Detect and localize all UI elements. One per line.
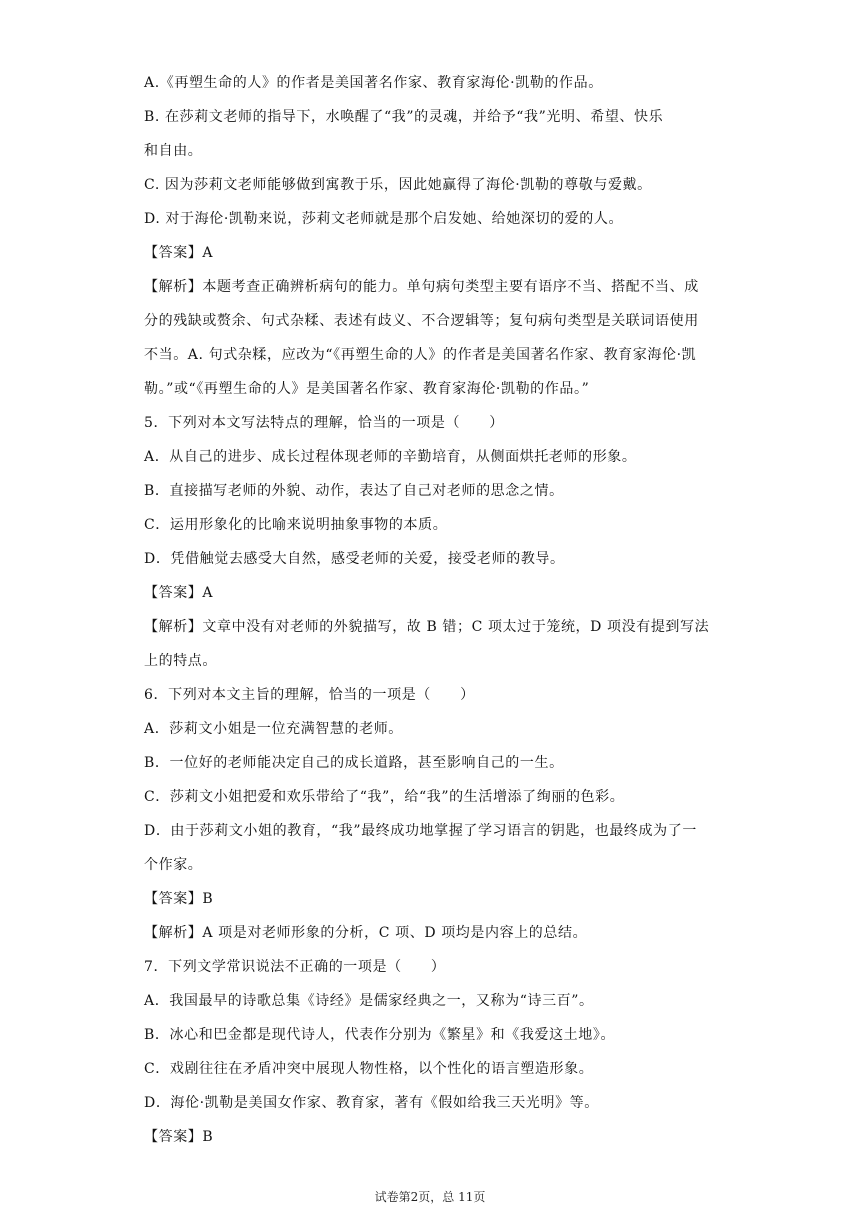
option-b-continued-line: 和自由。 — [144, 143, 203, 159]
answer-line: 【答案】A — [144, 245, 214, 261]
option-d-line: D. 对于海伦·凯勒来说，莎莉文老师就是那个启发她、给她深切的爱的人。 — [144, 211, 624, 227]
question-7-line: 7．下列文学常识说法不正确的一项是（ ） — [144, 959, 446, 975]
option-c-line: C．戏剧往往在矛盾冲突中展现人物性格，以个性化的语言塑造形象。 — [144, 1061, 594, 1077]
page-footer: 试卷第2页，总 11页 — [374, 1190, 486, 1204]
option-a-line: A．莎莉文小姐是一位充满智慧的老师。 — [144, 721, 403, 737]
question-6-line: 6．下列对本文主旨的理解，恰当的一项是（ ） — [144, 687, 475, 703]
option-c-line: C．运用形象化的比喻来说明抽象事物的本质。 — [144, 517, 448, 533]
option-d-continued-line: 个作家。 — [144, 857, 203, 873]
analysis-line: 上的特点。 — [144, 653, 217, 669]
option-d-line: D．凭借触觉去感受大自然，感受老师的关爱，接受老师的教导。 — [144, 551, 565, 567]
answer-line: 【答案】B — [144, 1129, 214, 1145]
option-d-line: D．由于莎莉文小姐的教育，“我”最终成功地掌握了学习语言的钥匙，也最终成为了一 — [144, 823, 697, 839]
analysis-line: 勒。”或“《再塑生命的人》是美国著名作家、教育家海伦·凯勒的作品。” — [144, 381, 590, 397]
option-a-line: A．我国最早的诗歌总集《诗经》是儒家经典之一，又称为“诗三百”。 — [144, 993, 594, 1009]
option-a-line: A．从自己的进步、成长过程体现老师的辛勤培育，从侧面烘托老师的形象。 — [144, 449, 637, 465]
option-d-line: D．海伦·凯勒是美国女作家、教育家，著有《假如给我三天光明》等。 — [144, 1095, 599, 1111]
option-c-line: C. 因为莎莉文老师能够做到寓教于乐，因此她赢得了海伦·凯勒的尊敬与爱戴。 — [144, 177, 652, 193]
option-a-line: A.《再塑生命的人》的作者是美国著名作家、教育家海伦·凯勒的作品。 — [144, 75, 603, 91]
option-b-line: B．一位好的老师能决定自己的成长道路，甚至影响自己的一生。 — [144, 755, 564, 771]
option-b-line: B. 在莎莉文老师的指导下，水唤醒了“我”的灵魂，并给予“我”光明、希望、快乐 — [144, 109, 664, 125]
analysis-line: 【解析】本题考查正确辨析病句的能力。单句病句类型主要有语序不当、搭配不当、成 — [144, 279, 699, 295]
document-body — [144, 66, 720, 1154]
option-c-line: C．莎莉文小姐把爱和欢乐带给了“我”，给“我”的生活增添了绚丽的色彩。 — [144, 789, 625, 805]
option-b-line: B．直接描写老师的外貌、动作，表达了自己对老师的思念之情。 — [144, 483, 564, 499]
analysis-line: 分的残缺或赘余、句式杂糅、表述有歧义、不合逻辑等；复句病句类型是关联词语使用 — [144, 313, 699, 329]
option-b-line: B．冰心和巴金都是现代诗人，代表作分别为《繁星》和《我爱这土地》。 — [144, 1027, 616, 1043]
answer-line: 【答案】A — [144, 585, 214, 601]
question-5-line: 5．下列对本文写法特点的理解，恰当的一项是（ ） — [144, 415, 504, 431]
answer-line: 【答案】B — [144, 891, 214, 907]
analysis-line: 【解析】文章中没有对老师的外貌描写，故 B 错；C 项太过于笼统，D 项没有提到写法 — [144, 619, 710, 635]
analysis-line: 不当。A. 句式杂糅，应改为“《再塑生命的人》的作者是美国著名作家、教育家海伦·凯 — [144, 347, 697, 363]
analysis-line: 【解析】A 项是对老师形象的分析，C 项、D 项均是内容上的总结。 — [144, 925, 588, 941]
